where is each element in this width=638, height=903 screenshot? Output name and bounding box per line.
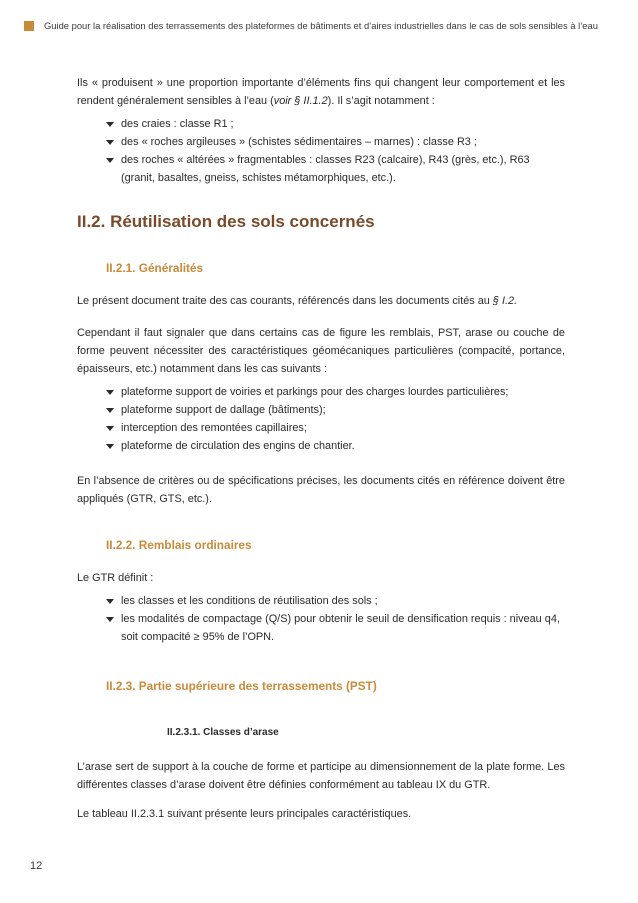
subsubsection-title: II.2.3.1. Classes d’arase bbox=[167, 727, 279, 738]
ii21-paragraph-3-block bbox=[77, 472, 565, 508]
triangle-bullet-icon bbox=[106, 617, 114, 622]
triangle-bullet-icon bbox=[106, 122, 114, 127]
ii22-paragraph-1: Le GTR définit : bbox=[77, 572, 154, 584]
ii231-paragraph-2-block bbox=[77, 805, 565, 823]
list-item: des craies : classe R1 ; bbox=[106, 115, 565, 133]
ii22-bullet-list bbox=[106, 592, 565, 646]
list-item: les modalités de compactage (Q/S) pour obtenir le seuil de densification requis : niveau q4, soit compacité ≥ 95% de l’OPN. bbox=[106, 610, 565, 646]
list-item: plateforme support de dallage (bâtiments); bbox=[106, 401, 565, 419]
list-item: interception des remontées capillaires; bbox=[106, 419, 565, 437]
subsection-title: II.2.2. Remblais ordinaires bbox=[106, 538, 252, 552]
intro-bullet-list bbox=[106, 115, 565, 187]
subsection-ii22 bbox=[77, 538, 565, 552]
triangle-bullet-icon bbox=[106, 390, 114, 395]
list-item: plateforme support de voiries et parkings pour des charges lourdes particulières; bbox=[106, 383, 565, 401]
section-title: II.2. Réutilisation des sols concernés bbox=[77, 212, 375, 231]
page-number: 12 bbox=[30, 860, 43, 872]
subsection-ii21 bbox=[77, 261, 565, 275]
ii21-paragraph-1: Le présent document traite des cas courants, référencés dans les documents cités au § I.2. bbox=[77, 295, 518, 307]
list-item: des « roches argileuses » (schistes sédimentaires – marnes) : classe R3 ; bbox=[106, 133, 565, 151]
intro-section bbox=[77, 74, 565, 187]
ii21-paragraph-2: Cependant il faut signaler que dans certains cas de figure les remblais, PST, arase ou couche de forme peuvent nécessiter des caractéristiques géomécaniques particulières (compacité, portance, épaisseurs, etc.) notamment dans les cas suivants : bbox=[77, 327, 565, 375]
header-marker-square bbox=[24, 21, 34, 31]
ii21-paragraph-3: En l’absence de critères ou de spécifications précises, les documents cités en référence doivent être appliqués (GTR, GTS, etc.). bbox=[77, 475, 565, 505]
header-title: Guide pour la réalisation des terrassements des plateformes de bâtiments et d’aires industrielles dans le cas de sols sensibles à l’eau bbox=[44, 20, 598, 31]
triangle-bullet-icon bbox=[106, 408, 114, 413]
ii21-paragraph-1-block bbox=[77, 292, 565, 310]
running-header bbox=[24, 20, 624, 31]
triangle-bullet-icon bbox=[106, 140, 114, 145]
triangle-bullet-icon bbox=[106, 158, 114, 163]
ii21-bullet-list bbox=[106, 383, 565, 455]
triangle-bullet-icon bbox=[106, 599, 114, 604]
subsubsection-ii231 bbox=[77, 727, 565, 738]
ii231-paragraph-1: L’arase sert de support à la couche de forme et participe au dimensionnement de la plate forme. Les différentes classes d’arase doivent être définies conformément au tableau IX du GTR. bbox=[77, 761, 565, 791]
ii21-paragraph-2-block bbox=[77, 324, 565, 455]
list-item: plateforme de circulation des engins de chantier. bbox=[106, 437, 565, 455]
triangle-bullet-icon bbox=[106, 426, 114, 431]
ii231-paragraph-1-block bbox=[77, 758, 565, 794]
ii22-body bbox=[77, 569, 565, 646]
list-item: des roches « altérées » fragmentables : classes R23 (calcaire), R43 (grès, etc.), R63 (granit, basaltes, gneiss, schistes métamorphiques, etc.). bbox=[106, 151, 565, 187]
section-ii2 bbox=[77, 212, 565, 232]
ii231-paragraph-2: Le tableau II.2.3.1 suivant présente leurs principales caractéristiques. bbox=[77, 808, 412, 820]
triangle-bullet-icon bbox=[106, 444, 114, 449]
intro-paragraph: Ils « produisent » une proportion importante d’éléments fins qui changent leur comportement et les rendent généralement sensibles à l’eau (voir § II.1.2). Il s’agit notamment : bbox=[77, 77, 565, 107]
subsection-title: II.2.3. Partie supérieure des terrassements (PST) bbox=[106, 679, 377, 693]
list-item: les classes et les conditions de réutilisation des sols ; bbox=[106, 592, 565, 610]
subsection-ii23 bbox=[77, 679, 565, 693]
subsection-title: II.2.1. Généralités bbox=[106, 261, 204, 275]
